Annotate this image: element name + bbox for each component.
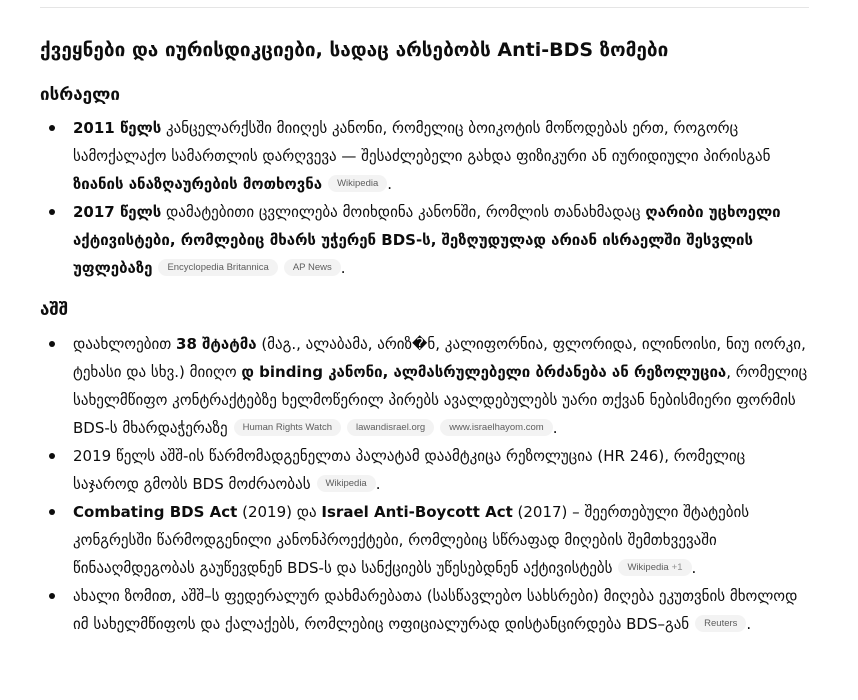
source-chip-britannica[interactable]: Encyclopedia Britannica [158, 259, 277, 276]
heading-israel: ისრაელი [40, 85, 120, 105]
usa-list [0, 330, 858, 638]
item-text: 2019 წელს აშშ-ის წარმომადგენელთა პალატამ დაამტკიცა რეზოლუცია (HR 246), რომელიც საჯაროდ გმობს BDS მოძრაობას [73, 447, 746, 493]
israel-list [0, 114, 858, 282]
item-text: ახალი ზომით, აშშ–ს ფედერალურ დახმარებათა (სასწავლებო სახსრები) მიღება ეკუთვნის მხოლოდ იმ სახელმწიფოს და ქალაქებს, რომლებიც ოფიციალურად დისტანცირდება BDS–გან [73, 587, 798, 633]
source-chip-lawandisrael[interactable]: lawandisrael.org [347, 419, 434, 436]
item-trail: . [375, 475, 381, 493]
list-item [0, 198, 858, 282]
item-trail: . [746, 615, 752, 633]
chip-label: Wikipedia [627, 562, 669, 573]
list-item [0, 114, 858, 198]
item-bold-lead: 2011 წელს [73, 119, 162, 137]
list-item [0, 442, 858, 498]
item-bold-text: Israel Anti-Boycott Act [321, 503, 513, 521]
item-text: (2017) – შეერთებული შტატების კონგრესში წარმოდგენილი კანონპროექტები, რომლებიც სწრაფად მიღების შემთხვევაში წინააღმდეგობას გაუწევდნენ BDS-ს და სანქციებს უწესებდნენ აქტივისტებს [73, 503, 750, 577]
item-trail: . [691, 559, 697, 577]
item-trail: . [552, 419, 558, 437]
heading-usa: აშშ [40, 300, 69, 320]
item-text: , რომელიც სახელმწიფო კონტრაქტებზე ხელმოწერილ პირებს ავალდებულებს უარი თქვან ნებისმიერი ფორმის BDS-ს მხარდაჭერაზე [73, 363, 808, 437]
item-bold-lead: 2017 წელს [73, 203, 162, 221]
chip-extra-count: +1 [671, 562, 683, 573]
source-chip-wikipedia[interactable]: Wikipedia [317, 475, 376, 492]
item-bold-text: 38 შტატმა [176, 335, 257, 353]
item-text: (მაგ., ალაბამა, არიზ�ნ, კალიფორნია, ფლორიდა, ილინოისი, ნიუ იორკი, ტეხასი და სხვ.) მიიღო [73, 335, 806, 381]
item-text: დაახლოებით [73, 335, 177, 353]
list-item [0, 330, 858, 442]
item-bold-text: ღარიბი უცხოელი აქტივისტები, რომლებიც მხარს უჭერენ BDS-ს, შეზღუდულად არიან ისრაელში შესვლის უფლებაზე [73, 203, 781, 277]
source-chip-reuters[interactable]: Reuters [695, 615, 746, 632]
item-text: დამატებითი ცვლილება მოიხდინა კანონში, რომლის თანახმადაც [161, 203, 646, 221]
list-item [0, 498, 858, 582]
item-trail: . [387, 175, 393, 193]
source-chip-ap-news[interactable]: AP News [284, 259, 341, 276]
list-item [0, 582, 858, 638]
divider [40, 7, 809, 8]
item-bold-text: Combating BDS Act [73, 503, 238, 521]
item-trail: . [340, 259, 346, 277]
item-bold-text: ზიანის ანაზღაურების მოთხოვნა [73, 175, 323, 193]
item-bold-text: დ binding კანონი, ალმასრულებელი ბრძანება ან რეზოლუცია [241, 363, 727, 381]
source-chip-wikipedia-plus[interactable] [618, 559, 691, 576]
source-chip-wikipedia[interactable]: Wikipedia [328, 175, 387, 192]
source-chip-israelhayom[interactable]: www.israelhayom.com [440, 419, 553, 436]
item-text: (2019) და [237, 503, 322, 521]
source-chip-hrw[interactable]: Human Rights Watch [234, 419, 341, 436]
item-text: კანცელარქსში მიიღეს კანონი, რომელიც ბოიკოტის მოწოდებას ერთ, როგორც სამოქალაქო სამართლის დარღვევა — შესაძლებელი გახდა ფიზიკური ან იურიდიული პირისგან [73, 119, 771, 165]
section-title: ქვეყნები და იურისდიკციები, სადაც არსებობს Anti-BDS ზომები [40, 39, 669, 61]
